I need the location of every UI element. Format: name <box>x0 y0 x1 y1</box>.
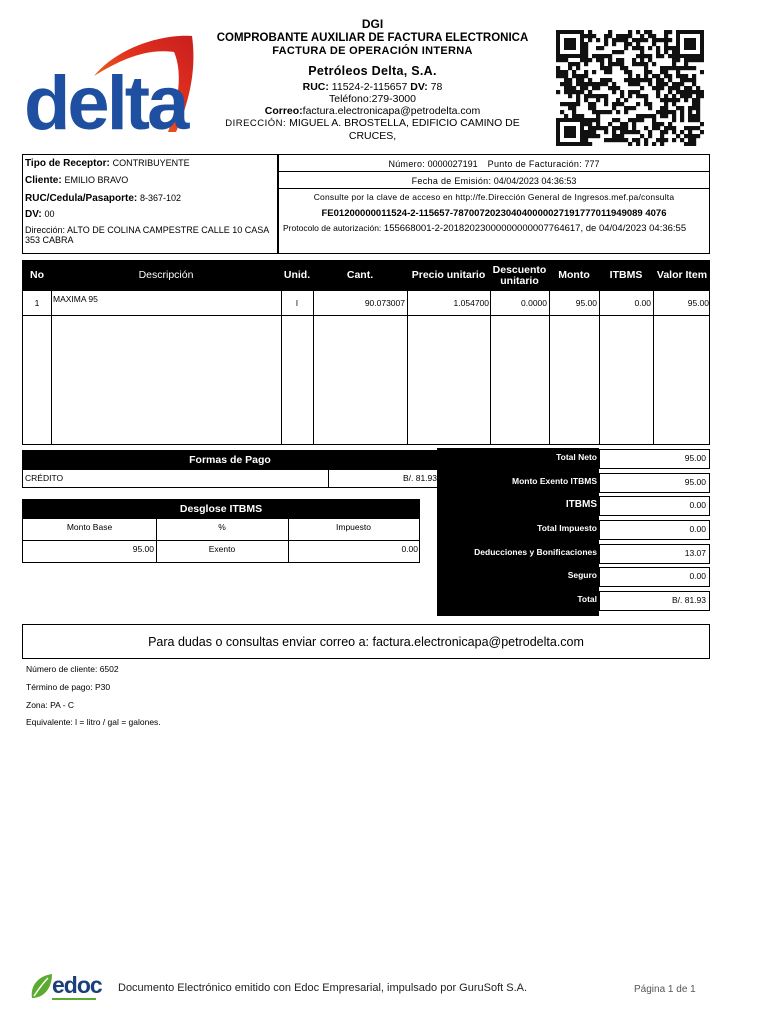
payment-term: Término de pago: P30 <box>26 682 111 692</box>
invoice-number: Número: 0000027191 Punto de Facturación: 777 <box>388 159 600 169</box>
total-value: 0.00 <box>599 520 710 540</box>
itbms-col-percent: % <box>218 522 226 532</box>
receiver-dv: DV: 00 <box>25 209 55 220</box>
itbms-breakdown-table <box>22 519 420 563</box>
qr-code <box>556 30 704 146</box>
receiver-address: Dirección: ALTO DE COLINA CAMPESTRE CALLE 10 CASA 353 CABRA <box>25 225 269 246</box>
total-label: Seguro <box>567 570 597 580</box>
row-itbms: 0.00 <box>634 298 651 308</box>
total-label: Deducciones y Bonificaciones <box>474 547 597 557</box>
total-value: 0.00 <box>599 496 710 516</box>
total-label: Total <box>577 594 597 604</box>
row-description: MAXIMA 95 <box>53 294 98 304</box>
row-discount: 0.0000 <box>521 298 547 308</box>
itbms-percent-value: Exento <box>208 544 236 554</box>
delta-logo-text: delta <box>24 61 187 146</box>
row-unit-price: 1.054700 <box>453 298 489 308</box>
consult-url: Consulte por la clave de acceso en http://fe.Dirección General de Ingresos.mef.pa/consulta <box>313 192 675 202</box>
row-no: 1 <box>34 298 40 308</box>
col-unit: Unid. <box>283 269 311 282</box>
receiver-type: Tipo de Receptor: CONTRIBUYENTE <box>25 158 190 169</box>
col-no: No <box>30 269 44 282</box>
row-quantity: 90.073007 <box>364 298 405 308</box>
total-label: ITBMS <box>565 499 597 510</box>
col-discount: Descuento unitario <box>492 263 547 287</box>
access-key: FE01200000011524-2-115657-787007202304040000027191777011949089 4076 <box>321 208 667 219</box>
itbms-col-tax: Impuesto <box>336 522 371 532</box>
auth-protocol: Protocolo de autorización: 155668001-2-20182023000000000007764617, de 04/04/2023 04:36:55 <box>283 223 687 234</box>
col-unit-price: Precio unitario <box>411 269 486 282</box>
row-unit: l <box>296 298 298 308</box>
unit-equivalence: Equivalente: l = litro / gal = galones. <box>26 717 161 727</box>
itbms-col-base: Monto Base <box>66 522 113 532</box>
row-item-value: 95.00 <box>687 298 709 308</box>
zone: Zona: PA - C <box>26 700 75 710</box>
payment-row <box>22 470 438 488</box>
company-name: Petróleos Delta, S.A. <box>308 63 437 78</box>
total-label: Total Impuesto <box>537 523 597 533</box>
col-itbms: ITBMS <box>609 269 643 282</box>
itbms-breakdown-header: Desglose ITBMS <box>22 499 420 519</box>
footer-emitted-text: Documento Electrónico emitido con Edoc Empresarial, impulsado por GuruSoft S.A. <box>118 982 528 994</box>
issuer-phone: Teléfono:279-3000 <box>329 93 416 106</box>
issuer-header <box>200 18 545 142</box>
col-amount: Monto <box>558 269 590 282</box>
total-value: 95.00 <box>599 473 710 493</box>
edoc-logo-text: edoc <box>52 972 102 998</box>
receiver-ruc: RUC/Cedula/Pasaporte: 8-367-102 <box>25 193 182 204</box>
invoice-info-box <box>278 154 710 254</box>
total-value: 95.00 <box>599 449 710 469</box>
qr-code-icon <box>556 30 704 146</box>
total-label: Total Neto <box>556 452 597 462</box>
invoice-date: Fecha de Emisión: 04/04/2023 04:36:53 <box>411 176 577 186</box>
document-subtitle: FACTURA DE OPERACIÓN INTERNA <box>272 45 473 58</box>
payment-amount: B/. 81.93 <box>402 473 437 483</box>
issuer-address: DIRECCIÓN: MIGUEL A. BROSTELLA, EDIFICIO CAMINO DE CRUCES, <box>225 117 520 143</box>
total-value: 13.07 <box>599 544 710 564</box>
row-amount: 95.00 <box>575 298 597 308</box>
dgi-label: DGI <box>361 17 384 31</box>
contact-note-box <box>22 624 710 659</box>
receiver-box <box>22 154 278 254</box>
payment-forms-header: Formas de Pago <box>22 450 438 470</box>
payment-method: CRÉDITO <box>25 473 64 483</box>
receiver-client: Cliente: EMILIO BRAVO <box>25 175 129 186</box>
col-quantity: Cant. <box>346 269 374 282</box>
document-title: COMPROBANTE AUXILIAR DE FACTURA ELECTRONICA <box>216 31 529 44</box>
issuer-ruc: RUC: 11524-2-115657 DV: 78 <box>302 81 443 94</box>
col-item-value: Valor Item <box>656 269 708 282</box>
edoc-logo <box>22 970 102 1004</box>
itbms-tax-value: 0.00 <box>401 544 418 554</box>
contact-note: Para dudas o consultas enviar correo a: factura.electronicapa@petrodelta.com <box>148 634 584 649</box>
page-number: Página 1 de 1 <box>634 984 696 995</box>
col-description: Descripción <box>138 269 194 282</box>
issuer-email: Correo:factura.electronicapa@petrodelta.com <box>264 105 481 118</box>
itbms-base-value: 95.00 <box>132 544 154 554</box>
total-value: 0.00 <box>599 567 710 587</box>
total-value: B/. 81.93 <box>599 591 710 611</box>
client-number: Número de cliente: 6502 <box>26 664 119 674</box>
items-table <box>22 260 710 445</box>
items-table-header <box>23 261 709 291</box>
total-label: Monto Exento ITBMS <box>512 476 597 486</box>
